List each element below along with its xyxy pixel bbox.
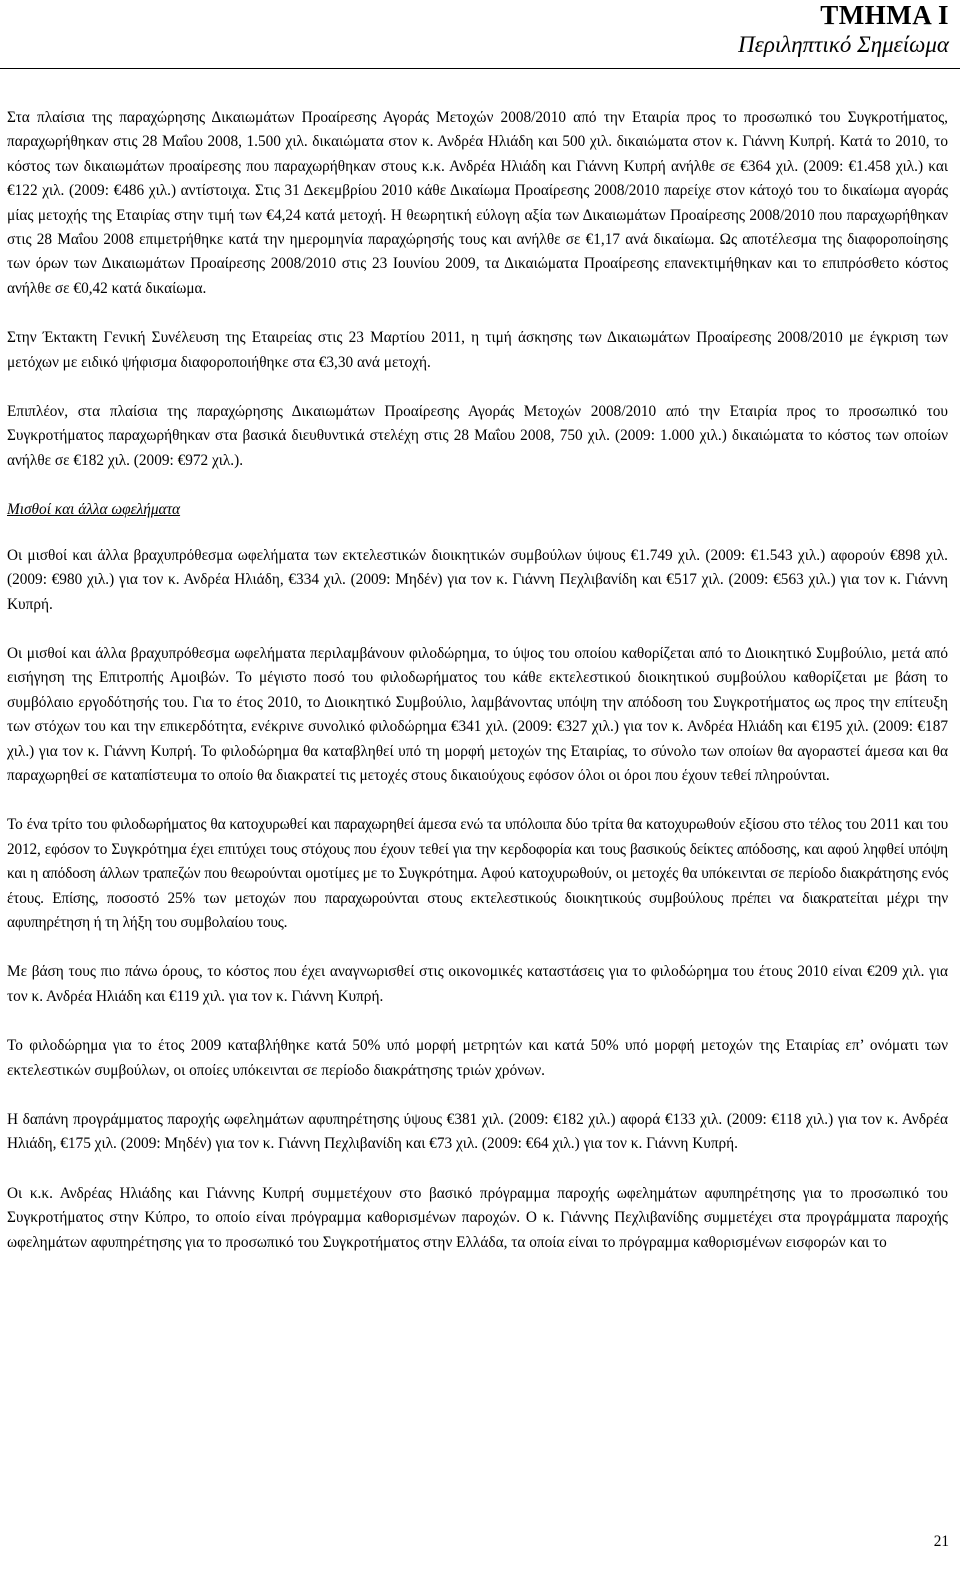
- paragraph-retirement-schemes: Οι κ.κ. Ανδρέας Ηλιάδης και Γιάννης Κυπρή συμμετέχουν στο βασικό πρόγραμμα παροχής ωφελημάτων αφυπηρέτησης για το προσωπικό του Συγκροτήματος στην Κύπρο, το οποίο είναι πρόγραμμα καθορισμένων παροχών. O κ. Γιάννης Πεχλιβανίδης συμμετέχει στα προγράμματα παροχής ωφελημάτων αφυπηρέτησης για το προσωπικό του Συγκροτήματος στην Ελλάδα, τα οποία είναι το πρόγραμμα καθορισμένων εισφορών και το: [7, 1184, 948, 1251]
- subheading-salaries-benefits: Μισθοί και άλλα ωφελήματα: [7, 501, 181, 519]
- paragraph-egm-exercise-price: Στην Έκτακτη Γενική Συνέλευση της Εταιρείας στις 23 Μαρτίου 2011, η τιμή άσκησης των Δικαιωμάτων Προαίρεσης 2008/2010 με έγκριση των μετόχων με ειδικό ψήφισμα διαφοροποιήθηκε στα €3,30 ανά μετοχή.: [7, 329, 948, 371]
- paragraph-options-grant: Στα πλαίσια της παραχώρησης Δικαιωμάτων Προαίρεσης Αγοράς Μετοχών 2008/2010 από την Εταιρία προς το προσωπικό του Συγκροτήματος, παραχωρήθηκαν στις 28 Μαΐου 2008, 1.500 χιλ. δικαιώματα στον κ. Ανδρέα Ηλιάδη και 500 χιλ. δικαιώματα στον κ. Γιάννη Κυπρή. Κατά το 2010, το κόστος των δικαιωμάτων προαίρεσης που παραχωρήθηκαν στους κ.κ. Ανδρέα Ηλιάδη και Γιάννη Κυπρή ανήλθε σε €364 χιλ. (2009: €1.458 χιλ.) και €122 χιλ. (2009: €486 χιλ.) αντίστοιχα. Στις 31 Δεκεμβρίου 2010 κάθε Δικαίωμα Προαίρεσης 2008/2010 παρείχε στον κάτοχό του το δικαίωμα αγοράς μίας μετοχής της Εταιρίας στην τιμή των €4,24 κατά μετοχή. Η θεωρητική εύλογη αξία των Δικαιωμάτων Προαίρεσης 2008/2010 που παραχωρήθηκαν στις 28 Μαΐου 2008 επιμετρήθηκε κατά την ημερομηνία παραχώρησής τους και ανήλθε σε €1,17 ανά δικαίωμα. Ως αποτέλεσμα της διαφοροποίησης των όρων των Δικαιωμάτων Προαίρεσης 2008/2010 στις 23 Ιουνίου 2009, τα Δικαιώματα Προαίρεσης επανεκτιμήθηκαν και το επιπρόσθετο κόστος ανήλθε σε €0,42 κατά δικαίωμα.: [7, 109, 948, 297]
- section-title: ΤΜΗΜΑ Ι: [820, 0, 949, 30]
- document-body: [7, 106, 948, 1280]
- paragraph-bonus-cost: Με βάση τους πιο πάνω όρους, το κόστος που έχει αναγνωρισθεί στις οικονομικές καταστάσεις για το φιλοδώρημα του έτους 2010 είναι €209 χιλ. για τον κ. Ανδρέα Ηλιάδη και €119 χιλ. για τον κ. Γιάννη Κυπρή.: [7, 963, 948, 1005]
- paragraph-key-management-options: Επιπλέον, στα πλαίσια της παραχώρησης Δικαιωμάτων Προαίρεσης Αγοράς Μετοχών 2008/2010 από την Εταιρία προς το προσωπικό του Συγκροτήματος παραχωρήθηκαν στα βασικά διευθυντικά στελέχη στις 28 Μαΐου 2008, 750 χιλ. (2009: 1.000 χιλ.) δικαιώματα το κόστος των οποίων ανήλθε σε €182 χιλ. (2009: €972 χιλ.).: [7, 403, 948, 469]
- paragraph-bonus: Οι μισθοί και άλλα βραχυπρόθεσμα ωφελήματα περιλαμβάνουν φιλοδώρημα, το ύψος του οποίου καθορίζεται από το Διοικητικό Συμβούλιο, μετά από εισήγηση της Επιτροπής Αμοιβών. Το μέγιστο ποσό του φιλοδωρήματος του κάθε εκτελεστικού διοικητικού συμβούλου καθορίζεται με βάση το συμβόλαιο εργοδότησής του. Για το έτος 2010, το Διοικητικό Συμβούλιο, λαμβάνοντας υπόψη την απόδοση του Συγκροτήματος ως προς την επίτευξη των στόχων του και την επικερδότητα, ενέκρινε συνολικό φιλοδώρημα €341 χιλ. (2009: €327 χιλ.) για τον κ. Ανδρέα Ηλιάδη και €195 χιλ. (2009: €187 χιλ.) για τον κ. Γιάννη Κυπρή. Το φιλοδώρημα θα καταβληθεί υπό τη μορφή μετοχών της Εταιρίας, το σύνολο των οποίων θα αγοραστεί άμεσα και θα παραχωρηθεί σε καταπίστευμα το οποίο θα διακρατεί τις μετοχές στους δικαιούχους εφόσον όλοι οι όροι που έχουν τεθεί πληρούνται.: [7, 644, 948, 784]
- page-header: [738, 0, 949, 59]
- section-subtitle: Περιληπτικό Σημείωμα: [738, 32, 949, 57]
- page-number: 21: [933, 1533, 949, 1550]
- paragraph-bonus-vesting: Το ένα τρίτο του φιλοδωρήματος θα κατοχυρωθεί και παραχωρηθεί άμεσα ενώ τα υπόλοιπα δύο τρίτα θα κατοχυρωθούν εξίσου στο τέλος του 2011 και του 2012, εφόσον το Συγκρότημα έχει επιτύχει τους στόχους που έχουν τεθεί για την κερδοφορία και τους βασικούς δείκτες απόδοσης, και αφού ληφθεί υπόψη και η απόδοση άλλων τραπεζών που θεωρούνται ομοτίμες με το Συγκρότημα. Αφού κατοχυρωθούν, οι μετοχές θα υπόκεινται σε περίοδο διακράτησης ενός έτους. Επίσης, ποσοστό 25% των μετοχών που παραχωρούνται στους εκτελεστικούς διοικητικούς συμβούλους πρέπει να διακρατείται μέχρι την αφυπηρέτηση ή τη λήξη του συμβολαίου τους.: [7, 816, 948, 931]
- paragraph-bonus-2009: Το φιλοδώρημα για το έτος 2009 καταβλήθηκε κατά 50% υπό μορφή μετρητών και κατά 50% υπό μορφή μετοχών της Εταιρίας επ’ ονόματι των εκτελεστικών συμβούλων, οι οποίες υπόκεινται σε περίοδο διακράτησης τριών χρόνων.: [7, 1037, 948, 1079]
- header-divider: [0, 68, 960, 69]
- paragraph-short-term-benefits: Οι μισθοί και άλλα βραχυπρόθεσμα ωφελήματα των εκτελεστικών διοικητικών συμβούλων ύψους €1.749 χιλ. (2009: €1.543 χιλ.) αφορούν €898 χιλ. (2009: €980 χιλ.) για τον κ. Ανδρέα Ηλιάδη, €334 χιλ. (2009: Μηδέν) για τον κ. Γιάννη Πεχλιβανίδη και €517 χιλ. (2009: €563 χιλ.) για τον κ. Γιάννη Κυπρή.: [7, 546, 948, 613]
- paragraph-retirement-cost: Η δαπάνη προγράμματος παροχής ωφελημάτων αφυπηρέτησης ύψους €381 χιλ. (2009: €182 χιλ.) αφορά €133 χιλ. (2009: €118 χιλ.) για τον κ. Ανδρέα Ηλιάδη, €175 χιλ. (2009: Μηδέν) για τον κ. Γιάννη Πεχλιβανίδη και €73 χιλ. (2009: €64 χιλ.) για τον κ. Γιάννη Κυπρή.: [7, 1111, 948, 1153]
